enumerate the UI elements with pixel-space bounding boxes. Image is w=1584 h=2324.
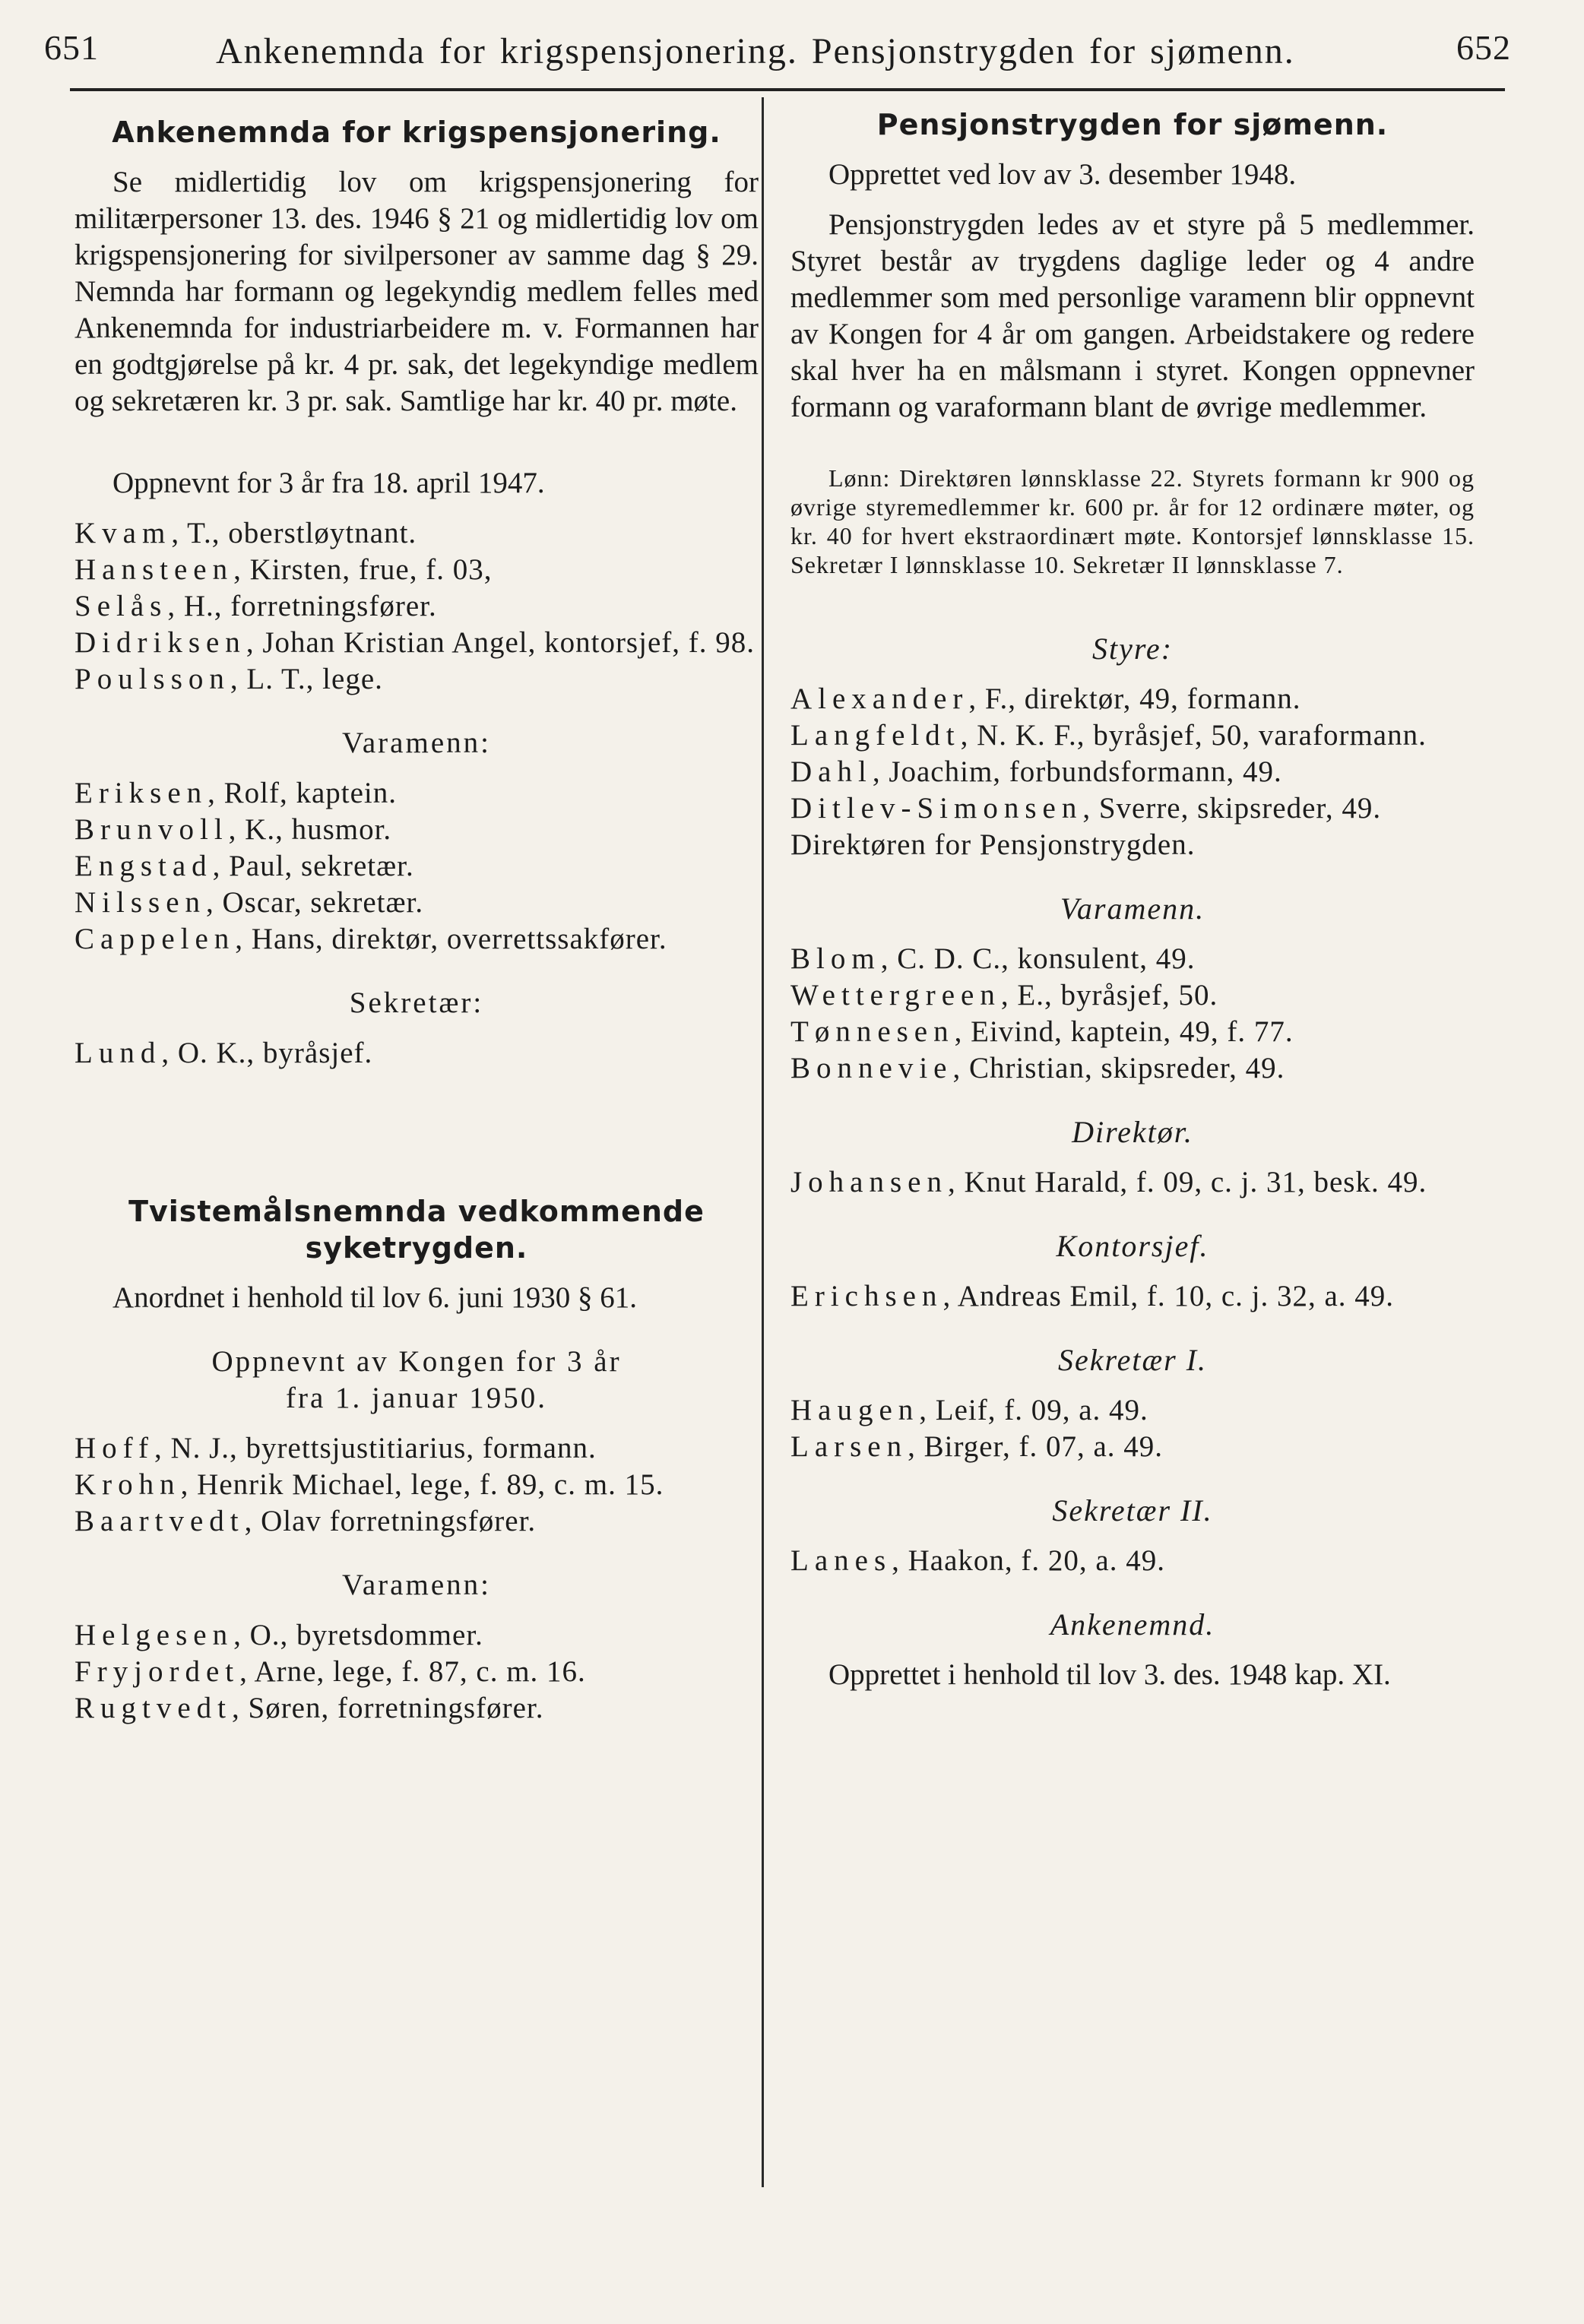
deputy-list [790,941,1475,1087]
list-item: Bonnevie, Christian, skipsreder, 49. [790,1052,1285,1084]
list-item: Lanes, Haakon, f. 20, a. 49. [790,1544,1165,1577]
list-item: Poulsson, L. T., lege. [74,663,383,695]
list-item: Rugtvedt, Søren, forretningsfører. [74,1692,544,1724]
secretary-1-heading: Sekretær I. [1057,1343,1208,1377]
section-heading-pensjonstrygden: Pensjonstrygden for sjømenn. [876,108,1389,141]
list-item: Wettergreen, E., byråsjef, 50. [790,979,1218,1012]
member-list [74,1430,759,1540]
office-chief-heading: Kontorsjef. [1056,1229,1209,1263]
column-divider [762,97,764,2187]
header-rule [70,88,1505,91]
list-item: Hansteen, Kirsten, frue, f. 03, [74,553,493,586]
list-item: Fryjordet, Arne, lege, f. 87, c. m. 16. [74,1655,586,1688]
list-item: Selås, H., forretningsfører. [74,590,437,622]
established-line: Opprettet ved lov av 3. desember 1948. [828,158,1297,191]
list-item: Baartvedt, Olav forretningsfører. [74,1505,537,1537]
running-title: Ankenemnda for krigspensjonering. Pensjonstrygden for sjømenn. [216,31,1295,71]
list-item: Eriksen, Rolf, kaptein. [74,777,398,809]
list-item: Helgesen, O., byretsdommer. [74,1619,483,1651]
deputies-heading: Varamenn: [342,1569,491,1601]
list-item: Erichsen, Andreas Emil, f. 10, c. j. 32, a. 49. [790,1280,1395,1312]
salary-note: Lønn: Direktøren lønnsklasse 22. Styrets formann kr 900 og øvrige styremedlemmer kr. 600 pr. år for 12 ordinære møter, og kr. 40 for hvert ekstraordinært møte. Kontorsjef lønnsklasse 15. Sekretær I lønnsklasse 10. Sekretær II lønnsklasse 7. [790,464,1475,578]
running-header [44,27,1511,81]
list-item: Johansen, Knut Harald, f. 09, c. j. 31, besk. 49. [790,1166,1427,1198]
director-heading: Direktør. [1072,1115,1193,1149]
list-item: Langfeldt, N. K. F., byråsjef, 50, varaformann. [790,719,1427,752]
right-column [790,106,1475,1693]
list-item: Haugen, Leif, f. 09, a. 49. [790,1394,1148,1426]
member-list [74,515,759,698]
deputy-list [74,1617,759,1727]
left-column [74,114,759,1727]
section-body-pensjonstrygden: Pensjonstrygden ledes av et styre på 5 medlemmer. Styret består av trygdens daglige leder og 4 andre medlemmer som med personlige varamenn blir oppnevnt av Kongen for 4 år om gangen. Arbeidstakere og redere skal hver ha en målsmann i styret. Kongen oppnevner formann og varaformann blant de øvrige medlemmer. [790,208,1475,423]
deputies-heading: Varamenn. [1060,891,1205,926]
list-item: Cappelen, Hans, direktør, overrettssakfører. [74,923,667,955]
secretary-heading: Sekretær: [349,986,484,1019]
list-item: Larsen, Birger, f. 07, a. 49. [790,1430,1164,1463]
appeal-heading: Ankenemnd. [1050,1607,1215,1642]
list-item: Krohn, Henrik Michael, lege, f. 89, c. m. 15. [74,1468,664,1501]
section-body-tvistemal: Anordnet i henhold til lov 6. juni 1930 § 61. [112,1281,638,1314]
list-item: Direktøren for Pensjonstrygden. [790,828,1196,861]
list-item: Alexander, F., direktør, 49, formann. [790,682,1301,715]
appeal-body: Opprettet i henhold til lov 3. des. 1948 kap. XI. [828,1658,1391,1691]
list-item: Kvam, T., oberstløytnant. [74,517,417,549]
list-item: Hoff, N. J., byrettsjustitiarius, formann. [74,1432,597,1464]
appointment-heading: Oppnevnt av Kongen for 3 år fra 1. januar 1950. [211,1345,622,1414]
section-body-krigspensjonering: Se midlertidig lov om krigspensjonering for militærpersoner 13. des. 1946 § 21 og midlertidig lov om krigspensjonering for sivilpersoner av samme dag § 29. Nemnda har formann og legekyndig medlem felles med Ankenemnda for industriarbeidere m. v. Formannen har en godtgjørelse på kr. 4 pr. sak, det legekyndige medlem og sekretæren kr. 3 pr. sak. Samtlige har kr. 40 pr. møte. [74,166,759,417]
section-heading-krigspensjonering: Ankenemnda for krigspensjonering. [112,116,721,149]
page-number-left: 651 [44,28,99,67]
appointment-line: Oppnevnt for 3 år fra 18. april 1947. [112,467,545,499]
page-number-right: 652 [1456,28,1511,67]
list-item: Engstad, Paul, sekretær. [74,850,414,882]
board-list [790,681,1475,863]
deputy-list [74,775,759,958]
deputies-heading: Varamenn: [342,727,491,759]
list-item: Lund, O. K., byråsjef. [74,1037,373,1069]
section-heading-tvistemal: Tvistemålsnemnda vedkommende syketrygden. [128,1195,705,1265]
list-item: Tønnesen, Eivind, kaptein, 49, f. 77. [790,1015,1294,1048]
board-heading: Styre: [1091,632,1174,666]
list-item: Didriksen, Johan Kristian Angel, kontorsjef, f. 98. [74,626,755,659]
list-item: Dahl, Joachim, forbundsformann, 49. [790,755,1282,788]
list-item: Blom, C. D. C., konsulent, 49. [790,942,1196,975]
secretary-2-heading: Sekretær II. [1052,1493,1213,1528]
list-item: Brunvoll, K., husmor. [74,813,392,846]
list-item: Nilssen, Oscar, sekretær. [74,886,424,919]
list-item: Ditlev-Simonsen, Sverre, skipsreder, 49. [790,792,1382,825]
